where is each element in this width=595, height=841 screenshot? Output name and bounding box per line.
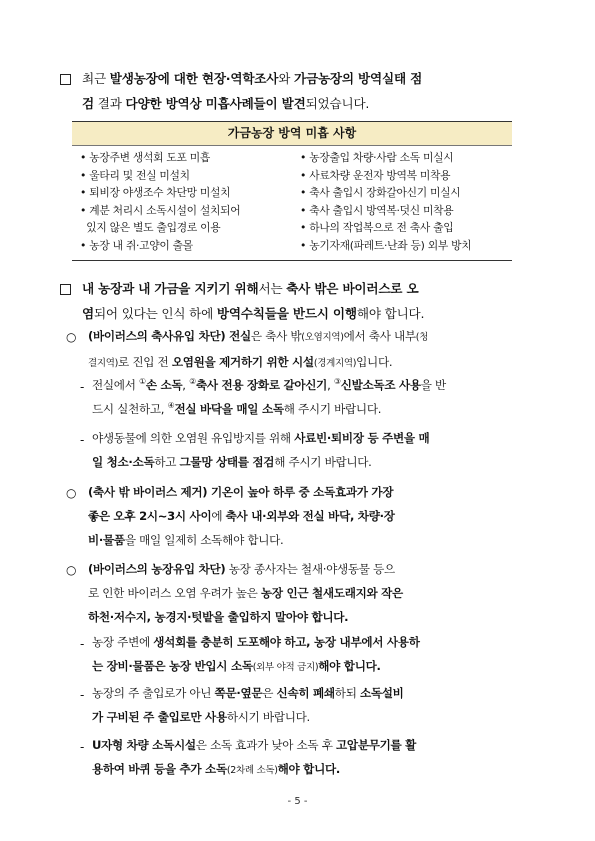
paragraph-findings: 최근 발생농장에 대한 현장·역학조사와 가금농장의 방역실태 점 검 결과 다양한 방역상 미흡사례들이 발견되었습니다. — [82, 71, 423, 111]
item-wildlife-prevention: 야생동물에 의한 오염원 유입방지를 위해 사료빈·퇴비장 등 주변을 매 일 청소·소독하고 그물망 상태를 점검해 주시기 바랍니다. — [92, 431, 430, 469]
list-item: • 농장 내 쥐·고양이 출몰 — [80, 238, 193, 252]
dash-bullet-icon: - — [80, 637, 85, 651]
list-item: • 사료차량 운전자 방역복 미착용 — [300, 168, 451, 182]
item-virus-removal: (축사 밖 바이러스 제거) 기온이 높아 하루 중 소독효과가 가장 좋은 오후 2시~3시 사이에 축사 내·외부와 전실 바닥, 차량·장 비·물품을 매일 일제히 소독해야 합니다. — [88, 485, 395, 547]
item-anteroom: (바이러스의 축사유입 차단) 전실은 축사 밖(오염지역)에서 축사 내부(청 결지역)로 진입 전 오염원을 제거하기 위한 시설(경계지역)입니다. — [88, 329, 429, 369]
item-u-shaped-disinfection: U자형 차량 소독시설은 소독 효과가 낮아 소독 후 고압분무기를 활 용하여 바퀴 등을 추가 소독(2차례 소독)해야 합니다. — [92, 738, 417, 776]
circle-bullet-icon: ○ — [66, 330, 77, 344]
item-side-doors: 농장의 주 출입로가 아닌 쪽문·옆문은 신속히 폐쇄하되 소독설비 가 구비된 주 출입로만 사용하시기 바랍니다. — [92, 686, 404, 724]
item-quicklime: 농장 주변에 생석회를 충분히 도포해야 하고, 농장 내부에서 사용하 는 장비·물품은 농장 반입시 소독(외부 야적 금지)해야 합니다. — [92, 635, 420, 673]
dash-bullet-icon: - — [80, 688, 85, 702]
list-item: • 울타리 및 전실 미설치 — [80, 168, 190, 182]
paragraph-protect-farm: 내 농장과 내 가금을 지키기 위해서는 축사 밖은 바이러스로 오 염되어 있다는 인식 하에 방역수칙들을 반드시 이행해야 합니다. — [82, 281, 425, 321]
list-item: • 농장출입 차량·사람 소독 미실시 — [300, 151, 454, 164]
square-bullet-icon — [60, 74, 71, 85]
list-item: • 농장주변 생석회 도포 미흡 — [80, 151, 211, 164]
deficiency-table — [72, 121, 512, 261]
list-item: • 하나의 작업복으로 전 축사 출입 — [300, 221, 454, 235]
list-item: • 농기자재(파레트·난좌 등) 외부 방치 — [300, 238, 472, 252]
list-item: • 계분 처리시 소독시설이 설치되어 — [80, 203, 241, 217]
table-left-column — [80, 149, 295, 255]
circle-bullet-icon: ○ — [66, 563, 77, 577]
page-number: - 5 - — [287, 796, 308, 807]
list-item: • 퇴비장 야생조수 차단망 미설치 — [80, 186, 231, 200]
dash-bullet-icon: - — [80, 740, 85, 754]
circle-bullet-icon: ○ — [66, 486, 77, 500]
square-bullet-icon — [60, 284, 71, 295]
dash-bullet-icon: - — [80, 380, 85, 394]
table-body — [72, 146, 512, 260]
list-item: • 축사 출입시 방역복·덧신 미착용 — [300, 203, 454, 217]
list-item: • 축사 출입시 장화갈아신기 미실시 — [300, 186, 461, 200]
item-anteroom-steps: 전실에서 ①손 소독, ②축사 전용 장화로 갈아신기, ③신발소독조 사용을 반 드시 실천하고, ④전실 바닥을 매일 소독해 주시기 바랍니다. — [92, 377, 446, 416]
table-header: 가금농장 방역 미흡 사항 — [72, 122, 512, 146]
table-right-column — [300, 149, 510, 255]
list-item: 있지 않은 별도 출입경로 이용 — [80, 221, 221, 235]
dash-bullet-icon: - — [80, 433, 85, 447]
item-farm-entry-block: (바이러스의 농장유입 차단) 농장 종사자는 철새·야생동물 등으 로 인한 바이러스 오염 우려가 높은 농장 인근 철새도래지와 작은 하천·저수지, 농경지·텃밭을 출입하지 말아야 합니다. — [88, 562, 403, 624]
